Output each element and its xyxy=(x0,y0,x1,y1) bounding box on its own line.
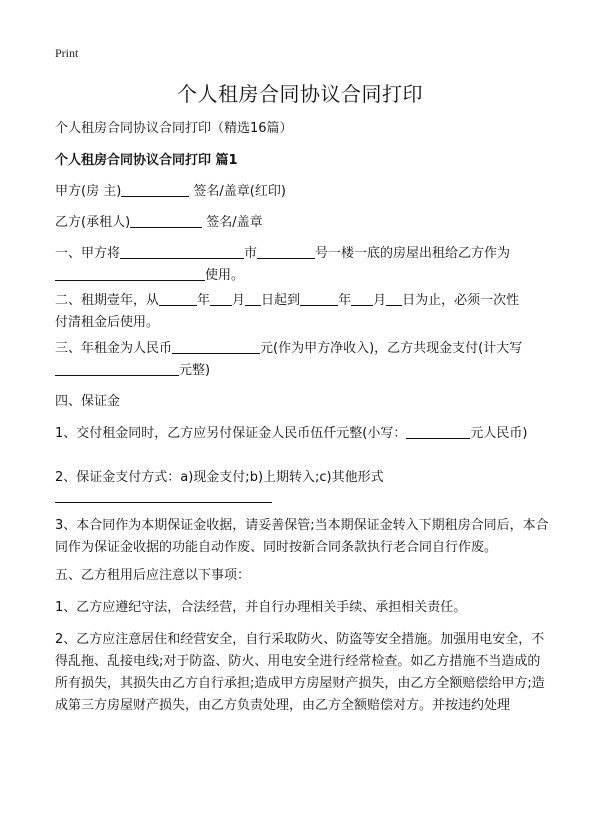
clause-4-heading: 四、保证金 xyxy=(55,394,121,409)
party-b-label: 乙方(承租人) xyxy=(55,215,131,230)
clause-3-text-b: 元(作为甲方净收入)，乙方共现金支付(计大写 xyxy=(260,341,523,356)
annual-rent-blank[interactable] xyxy=(172,339,260,354)
clause-party-b xyxy=(55,212,550,234)
party-a-signature-label: 签名/盖章(红印) xyxy=(193,184,286,199)
clause-1-text-b: 市 xyxy=(244,246,258,261)
end-day-blank[interactable] xyxy=(386,291,402,306)
document-subtitle: 个人租房合同协议合同打印（精选16篇） xyxy=(55,121,293,136)
clause-5-heading: 五、乙方租用后应注意以下事项： xyxy=(55,568,251,583)
clause-4-2: 2、保证金支付方式：a)现金支付;b)上期转入;c)其他形式 xyxy=(55,470,384,485)
clause-3-text-c: 元整) xyxy=(179,363,211,378)
other-method-blank[interactable] xyxy=(55,502,272,503)
section-heading: 个人租房合同协议合同打印 篇1 xyxy=(55,153,238,168)
clause-1-text-d: 使用。 xyxy=(205,268,245,283)
start-day-blank[interactable] xyxy=(245,291,261,306)
start-month-blank[interactable] xyxy=(210,291,232,306)
clause-3-text-a: 三、年租金为人民币 xyxy=(55,341,173,356)
clause-5-1: 1、乙方应遵纪守法，合法经营，并自行办理相关手续、承担相关责任。 xyxy=(55,600,467,615)
clause-1 xyxy=(55,243,550,287)
clause-2-month-1: 月 xyxy=(232,293,246,308)
clause-1-text-c: 号一楼一底的房屋出租给乙方作为 xyxy=(315,246,511,261)
party-b-blank[interactable] xyxy=(130,213,202,228)
usage-blank[interactable] xyxy=(55,266,205,281)
clause-2 xyxy=(55,290,550,334)
city-blank[interactable] xyxy=(120,244,244,259)
party-a-label: 甲方(房 主) xyxy=(55,184,122,199)
clause-party-a xyxy=(55,181,550,203)
clause-2-text-a: 二、租期壹年，从 xyxy=(55,293,160,308)
party-a-blank[interactable] xyxy=(121,182,189,197)
clause-2-month-2: 月 xyxy=(373,293,387,308)
clause-5-2: 2、乙方应注意居住和经营安全，自行采取防火、防盗等安全措施。加强用电安全，不得乱拖、乱接电线;对于防盗、防火、用电安全进行经常检查。如乙方措施不当造成的所有损失，其损失由乙方自行承担;造成甲方房屋财产损失，由乙方全额赔偿给甲方;造成第三方房屋财产损失，由乙方负责处理，由乙方全额赔偿对方。并按违约处理 xyxy=(55,632,545,713)
end-year-blank[interactable] xyxy=(300,291,338,306)
clause-2-text-b: 付清租金后使用。 xyxy=(55,315,160,330)
clause-2-day-2: 日为止，必须一次性 xyxy=(402,293,520,308)
print-label: Print xyxy=(55,46,79,60)
clause-4-3: 3、本合同作为本期保证金收据，请妥善保管;当本期保证金转入下期租房合同后，本合同作为保证金收据的功能自动作废、同时按新合同条款执行老合同自行作废。 xyxy=(55,518,549,555)
address-number-blank[interactable] xyxy=(257,244,315,259)
start-year-blank[interactable] xyxy=(159,291,197,306)
clause-3 xyxy=(55,338,550,382)
clause-2-year-2: 年 xyxy=(338,293,352,308)
clause-4-1-text-a: 1、交付租金同时，乙方应另付保证金人民币伍仟元整(小写： xyxy=(55,426,407,441)
clause-2-day-1: 日起到 xyxy=(261,293,301,308)
clause-1-text-a: 一、甲方将 xyxy=(55,246,121,261)
clause-4-1 xyxy=(55,423,550,445)
party-b-signature-label: 签名/盖章 xyxy=(206,215,263,230)
clause-4-1-text-b: 元人民币) xyxy=(470,426,528,441)
page-title: 个人租房合同协议合同打印 xyxy=(177,82,423,106)
clause-2-year-1: 年 xyxy=(197,293,211,308)
end-month-blank[interactable] xyxy=(351,291,373,306)
rent-in-words-blank[interactable] xyxy=(55,361,179,376)
deposit-amount-blank[interactable] xyxy=(406,424,470,439)
